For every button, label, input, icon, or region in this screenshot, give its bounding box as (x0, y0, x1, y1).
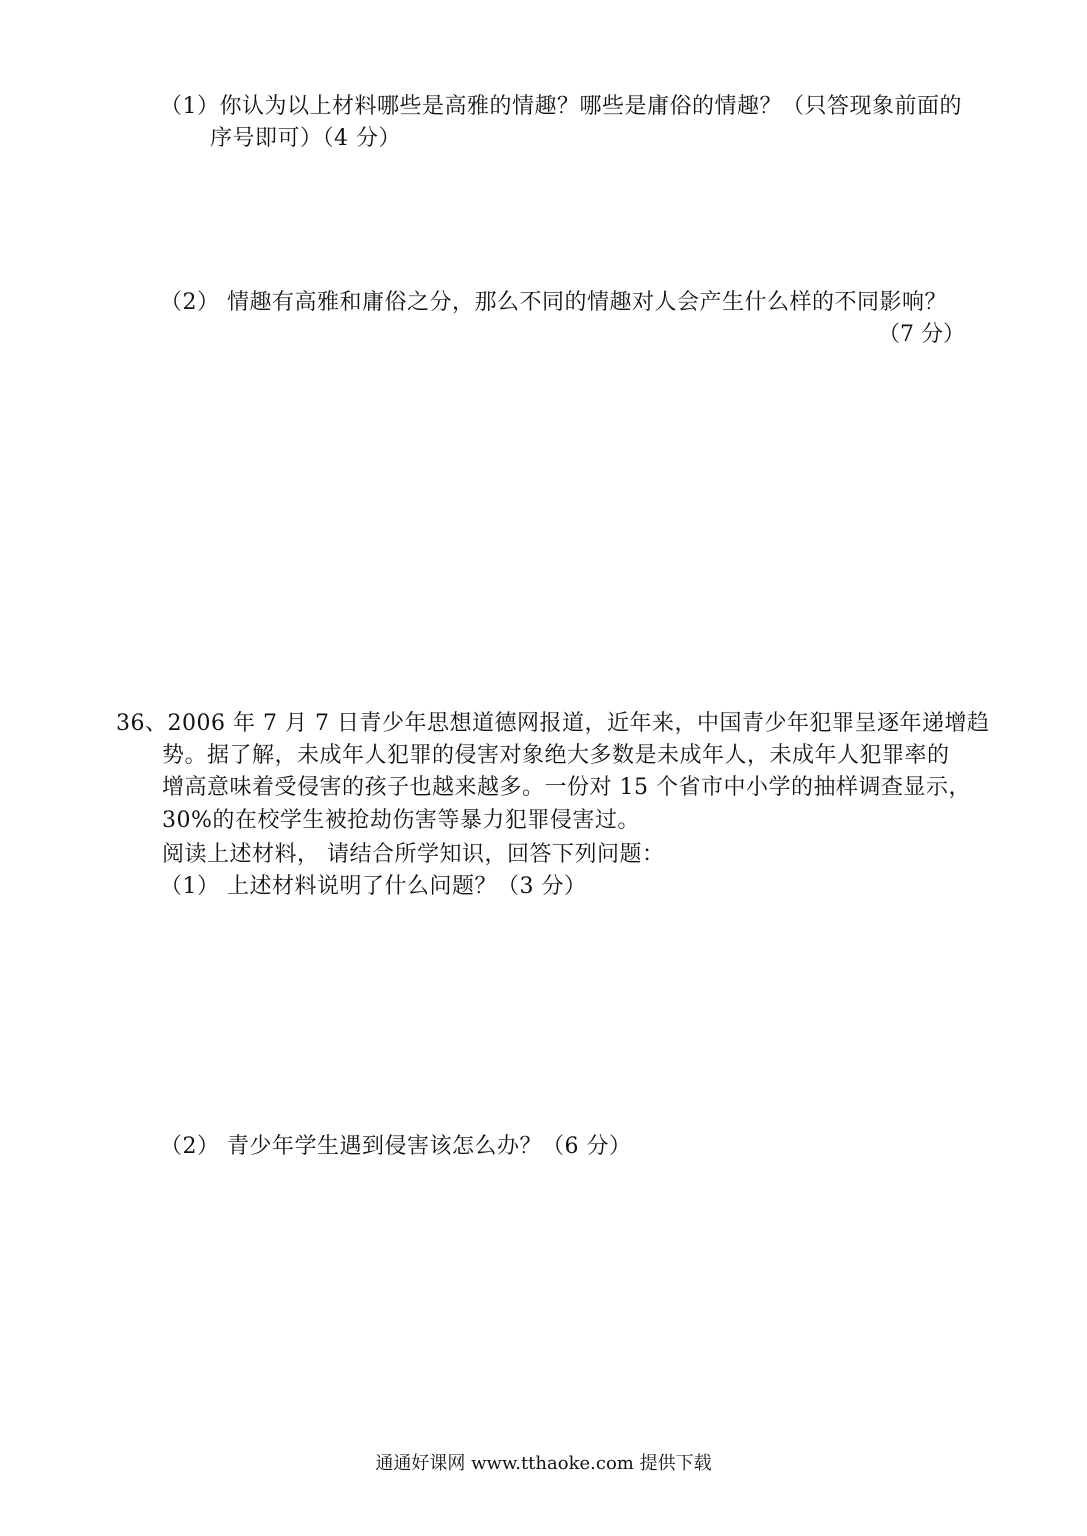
question-36-sub2: （2） 青少年学生遇到侵害该怎么办？（6 分） (160, 1134, 632, 1159)
question-36-sub1: （1） 上述材料说明了什么问题？（3 分） (160, 874, 587, 899)
question-36-line1: 36、2006 年 7 月 7 日青少年思想道德网报道，近年来，中国青少年犯罪呈逐年递增趋 (116, 711, 990, 736)
question-36-line3: 增高意味着受侵害的孩子也越来越多。一份对 15 个省市中小学的抽样调查显示， (162, 775, 971, 800)
question-36-instruction: 阅读上述材料， 请结合所学知识，回答下列问题： (162, 842, 665, 867)
question-35-sub2-line1: （2） 情趣有高雅和庸俗之分，那么不同的情趣对人会产生什么样的不同影响？ (160, 290, 947, 315)
question-36-line2: 势。据了解，未成年人犯罪的侵害对象绝大多数是未成年人，未成年人犯罪率的 (162, 743, 950, 768)
question-36-line4: 30%的在校学生被抢劫伤害等暴力犯罪侵害过。 (162, 808, 640, 833)
question-35-sub2-score: （7 分） (878, 322, 965, 347)
question-35-sub1-line2: 序号即可）（4 分） (210, 126, 401, 151)
page-footer: 通通好课网 www.tthaoke.com 提供下载 (375, 1453, 712, 1474)
question-35-sub1-line1: （1）你认为以上材料哪些是高雅的情趣？哪些是庸俗的情趣？（只答现象前面的 (160, 94, 962, 119)
